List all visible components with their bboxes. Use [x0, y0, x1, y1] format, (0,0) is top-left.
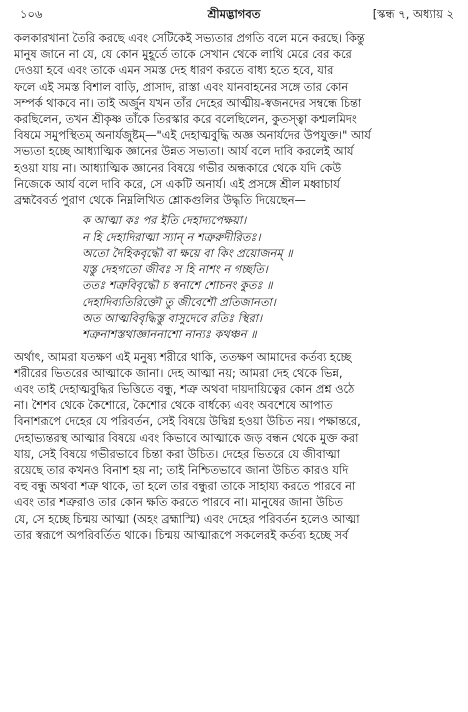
text-line: না। শৈশব থেকে কৈশোরে, কৈশোর থেকে বার্ধক্যে এবং অবশেষে আপাত: [14, 398, 333, 413]
text-line: দেওয়া হবে এবং তাকে এমন সমস্ত দেহ ধারণ করতে বাধ্য হতে হবে, যার: [14, 63, 334, 78]
paragraph-1: [14, 30, 454, 208]
text-line: রয়েছে তার কখনও বিনাশ হয় না; তাই নিশ্চিতভাবে জানা উচিত কারও যদি: [14, 463, 349, 478]
verse-line: অতো দৈহিকবৃদ্ধৌ বা ক্ষয়ে বা কিং প্রয়োজনম্ ॥: [82, 245, 293, 260]
verse-line: অত আত্মবিবৃদ্ধিস্তু বাসুদেবে রতিঃ স্থিরা।: [82, 311, 263, 326]
text-line: এবং তাই দেহাত্মবুদ্ধির ভিত্তিতে বন্ধু, শত্রু অথবা দায়দায়িত্বের কোন প্রশ্ন ওঠে: [14, 382, 355, 397]
text-line: বিনাশরূপে দেহের যে পরিবর্তন, সেই বিষয়ে উদ্বিগ্ন হওয়া উচিত নয়। পক্ষান্তরে,: [14, 414, 361, 429]
verse-line: ক আত্মা কঃ পর ইতি দেহাদ্যপেক্ষয়া।: [82, 213, 247, 228]
text-line: তার স্বরূপে অপরিবর্তিত থাকে। চিন্ময় আত্মারূপে সকলেরই কর্তব্য হচ্ছে সর্ব: [14, 527, 349, 542]
verse-line: দেহাদিব্যতিরিক্তৌ তু জীবেশৌ প্রতিজানতা।: [82, 294, 276, 309]
text-line: ব্রহ্মবৈবর্ত পুরাণ থেকে নিম্নলিখিত শ্লোকগুলির উদ্ধৃতি দিয়েছেন—: [14, 193, 306, 208]
page-header: [14, 4, 454, 24]
sanskrit-verse-block: [14, 212, 454, 342]
verse-line: ততঃ শত্রুবিবৃদ্ধৌ চ স্বনাশে শোচনং কুতঃ ॥: [82, 278, 273, 293]
running-title: শ্রীমদ্ভাগবত: [207, 7, 261, 21]
paragraph-2: [14, 349, 454, 543]
text-line: অর্থাৎ, আমরা যতক্ষণ এই মনুষ্য শরীরে থাকি, ততক্ষণ আমাদের কর্তব্য হচ্ছে: [14, 349, 352, 364]
verse-line: যস্তু দেহগতো জীবঃ স হি নাশং ন গচ্ছতি।: [82, 262, 268, 277]
text-line: দেহাভ্যন্তরস্থ আত্মার বিষয়ে এবং কিভাবে আত্মাকে জড় বন্ধন থেকে মুক্ত করা: [14, 430, 359, 445]
text-line: হওয়া যায় না। আধ্যাত্মিক জ্ঞানের বিষয়ে গভীর অন্ধকারে থেকে যদি কেউ: [14, 160, 342, 175]
text-line: শরীরের ভিতরের আত্মাকে জানা। দেহ আত্মা নয়; আমরা দেহ থেকে ভিন্ন,: [14, 365, 343, 380]
text-line: কলকারখানা তৈরি করছে এবং সেটিকেই সভ্যতার প্রগতি বলে মনে করছে। কিন্তু: [14, 31, 365, 45]
text-line: এবং তার শত্রুরাও তার কোন ক্ষতি করতে পারবে না। মানুষের জানা উচিত: [14, 495, 343, 510]
verse-line: ন হি দেহাদিরাত্মা স্যান্ ন শত্রুরুদীরিতঃ।: [82, 229, 261, 244]
text-line: সভ্যতা হচ্ছে আধ্যাত্মিক জ্ঞানের উন্নত সভ্যতা। আর্য বলে দাবি করলেই আর্য: [14, 144, 354, 159]
text-line: বিষমে সমুপস্থিতম্ অনার্যজুষ্টম্—"এই দেহাত্মবুদ্ধি অজ্ঞ অনার্যদের উপযুক্ত।" আর্য: [14, 128, 371, 143]
section-reference: [স্কন্ধ ৭, অধ্যায় ২: [372, 7, 454, 21]
text-line: করছিলেন, তখন শ্রীকৃষ্ণ তাঁকে তিরস্কার করে বলেছিলেন, কুতস্ত্বা কশ্মলমিদং: [14, 112, 357, 127]
text-line: যে, সে হচ্ছে চিন্ময় আত্মা (অহং ব্রহ্মাস্মি) এবং দেহের পরিবর্তন হলেও আত্মা: [14, 511, 360, 526]
page-number: ১০৬: [20, 7, 43, 21]
text-line: যায়, সেই বিষয়ে গভীরভাবে চিন্তা করা উচিত। দেহের ভিতরে যে জীবাত্মা: [14, 446, 340, 461]
text-line: মানুষ জানে না যে, যে কোন মুহূর্তে তাকে সেখান থেকে লাথি মেরে বের করে: [14, 47, 352, 62]
text-line: ফলে এই সমস্ত বিশাল বাড়ি, প্রাসাদ, রাস্তা এবং যানবাহনের সঙ্গে তার কোন: [14, 79, 349, 94]
text-line: বহু বন্ধু অথবা শত্রু থাকে, তা হলে তার বন্ধুরা তাকে সাহায্য করতে পারবে না: [14, 479, 356, 494]
text-line: নিজেকে আর্য বলে দাবি করে, সে একটি অনার্য। এই প্রসঙ্গে শ্রীল মধ্বাচার্য: [14, 176, 340, 191]
verse-line: শত্রুনাশস্তথাজ্ঞাননাশো নান্যঃ কথঞ্চন ॥: [82, 327, 257, 342]
text-line: সম্পর্ক থাকবে না। তাই অর্জুন যখন তাঁর দেহের আত্মীয়-স্বজনদের সম্বন্ধে চিন্তা: [14, 95, 362, 110]
